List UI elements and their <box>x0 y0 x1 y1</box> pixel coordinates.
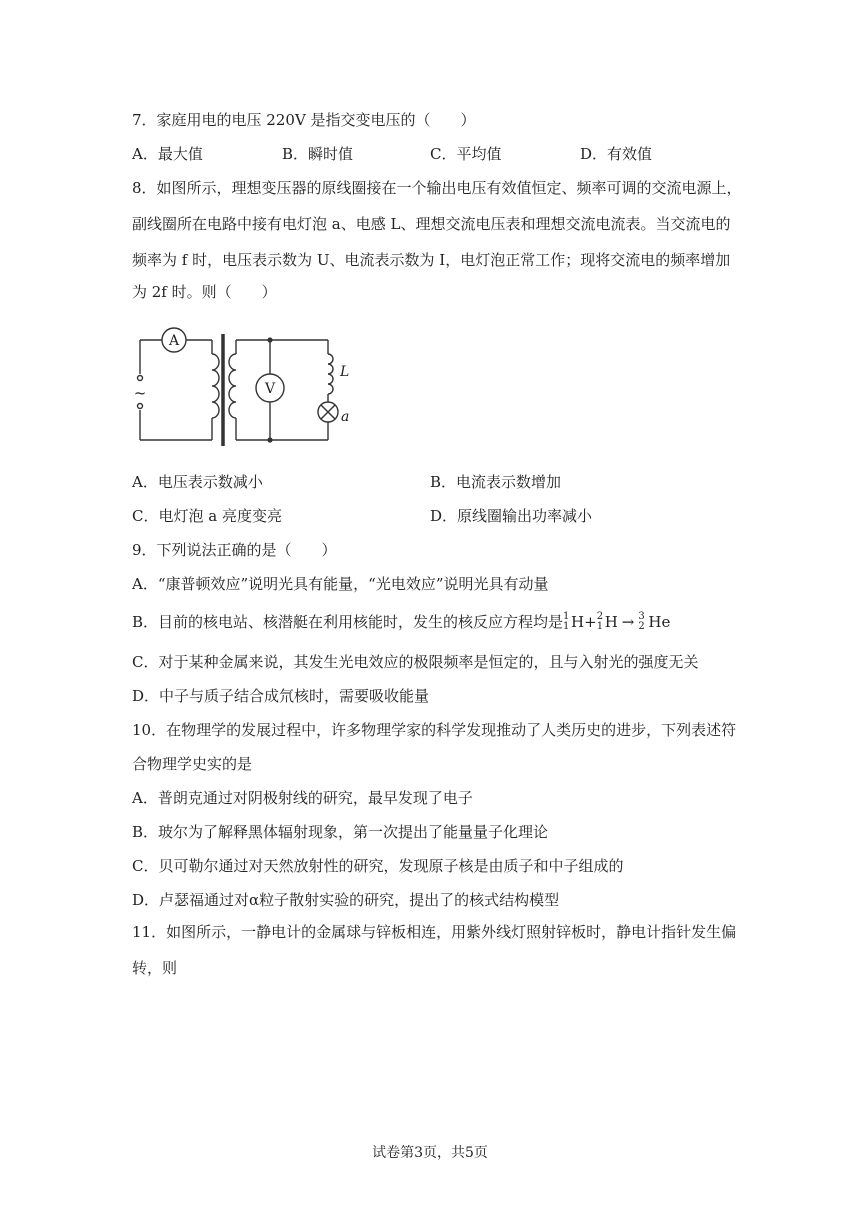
junction-dot <box>267 337 272 342</box>
q8-stem-line-1: 8．如图所示，理想变压器的原线圈接在一个输出电压有效值恒定、频率可调的交流电源上， <box>132 179 742 197</box>
q9-option-b-text: B．目前的核电站、核潜艇在利用核能时，发生的核反应方程均是 <box>132 613 564 631</box>
q7-option-c: C．平均值 <box>430 145 502 163</box>
ac-source-label: ~ <box>133 384 147 402</box>
q10-option-d: D．卢瑟福通过对α粒子散射实验的研究，提出了的核式结构模型 <box>132 891 560 909</box>
inductor-label: L <box>340 364 350 380</box>
terminal-top <box>138 376 143 381</box>
ammeter-label: A <box>168 333 180 349</box>
terminal-bottom <box>138 404 143 409</box>
q10-option-b: B．玻尔为了解释黑体辐射现象，第一次提出了能量量子化理论 <box>132 823 549 841</box>
he-symbol: He <box>648 613 671 631</box>
q10-option-c: C．贝可勒尔通过对天然放射性的研究，发现原子核是由质子和中子组成的 <box>132 857 624 875</box>
junction-dot <box>267 437 272 442</box>
q9-stem: 9．下列说法正确的是（ ） <box>132 541 337 559</box>
he-isotope: 3 2 <box>638 611 645 632</box>
q8-stem-line-4: 为 2f 时。则（ ） <box>132 283 277 301</box>
q9-option-d: D．中子与质子结合成氘核时，需要吸收能量 <box>132 687 430 705</box>
q9-option-a: A．“康普顿效应”说明光具有能量，“光电效应”说明光具有动量 <box>132 575 549 593</box>
bulb-label: a <box>341 409 350 425</box>
h1-symbol: H+ <box>571 613 597 631</box>
h1-isotope: 1 1 <box>563 611 570 632</box>
q11-stem-line-1: 11．如图所示，一静电计的金属球与锌板相连，用紫外线灯照射锌板时，静电计指针发生偏 <box>132 923 737 941</box>
page-footer: 试卷第3页，共5页 <box>372 1145 488 1161</box>
inductor-icon <box>328 354 333 394</box>
q8-stem-line-2: 副线圈所在电路中接有电灯泡 a、电感 L、理想交流电压表和理想交流电流表。当交流电的 <box>132 215 731 233</box>
q7-option-b: B．瞬时值 <box>282 145 354 163</box>
q7-option-d: D．有效值 <box>580 145 653 163</box>
q10-stem-line-2: 合物理学史实的是 <box>132 755 253 773</box>
q7-option-a: A．最大值 <box>132 145 203 163</box>
secondary-coil <box>229 354 236 418</box>
q10-stem-line-1: 10．在物理学的发展过程中，许多物理学家的科学发现推动了人类历史的进步，下列表述符 <box>132 721 737 739</box>
voltmeter-label: V <box>264 381 276 397</box>
q8-option-b: B．电流表示数增加 <box>430 473 562 491</box>
q8-option-c: C．电灯泡 a 亮度变亮 <box>132 507 282 525</box>
primary-coil <box>212 354 219 418</box>
q11-stem-line-2: 转，则 <box>132 959 178 977</box>
reaction-arrow: → <box>621 613 635 631</box>
transformer-circuit-figure <box>132 326 362 448</box>
q8-stem-line-3: 频率为 f 时，电压表示数为 U、电流表示数为 I，电灯泡正常工作；现将交流电的频率增加 <box>132 251 731 269</box>
q8-option-a: A．电压表示数减小 <box>132 473 263 491</box>
h2-isotope: 2 1 <box>596 611 604 632</box>
q7-stem: 7．家庭用电的电压 220V 是指交变电压的（ ） <box>132 111 476 129</box>
h2-symbol: H <box>604 613 618 631</box>
q9-option-c: C．对于某种金属来说，其发生光电效应的极限频率是恒定的，且与入射光的强度无关 <box>132 653 699 671</box>
q8-option-d: D．原线圈输出功率减小 <box>430 507 593 525</box>
q10-option-a: A．普朗克通过对阴极射线的研究，最早发现了电子 <box>132 789 473 807</box>
q9-option-b <box>132 612 670 632</box>
